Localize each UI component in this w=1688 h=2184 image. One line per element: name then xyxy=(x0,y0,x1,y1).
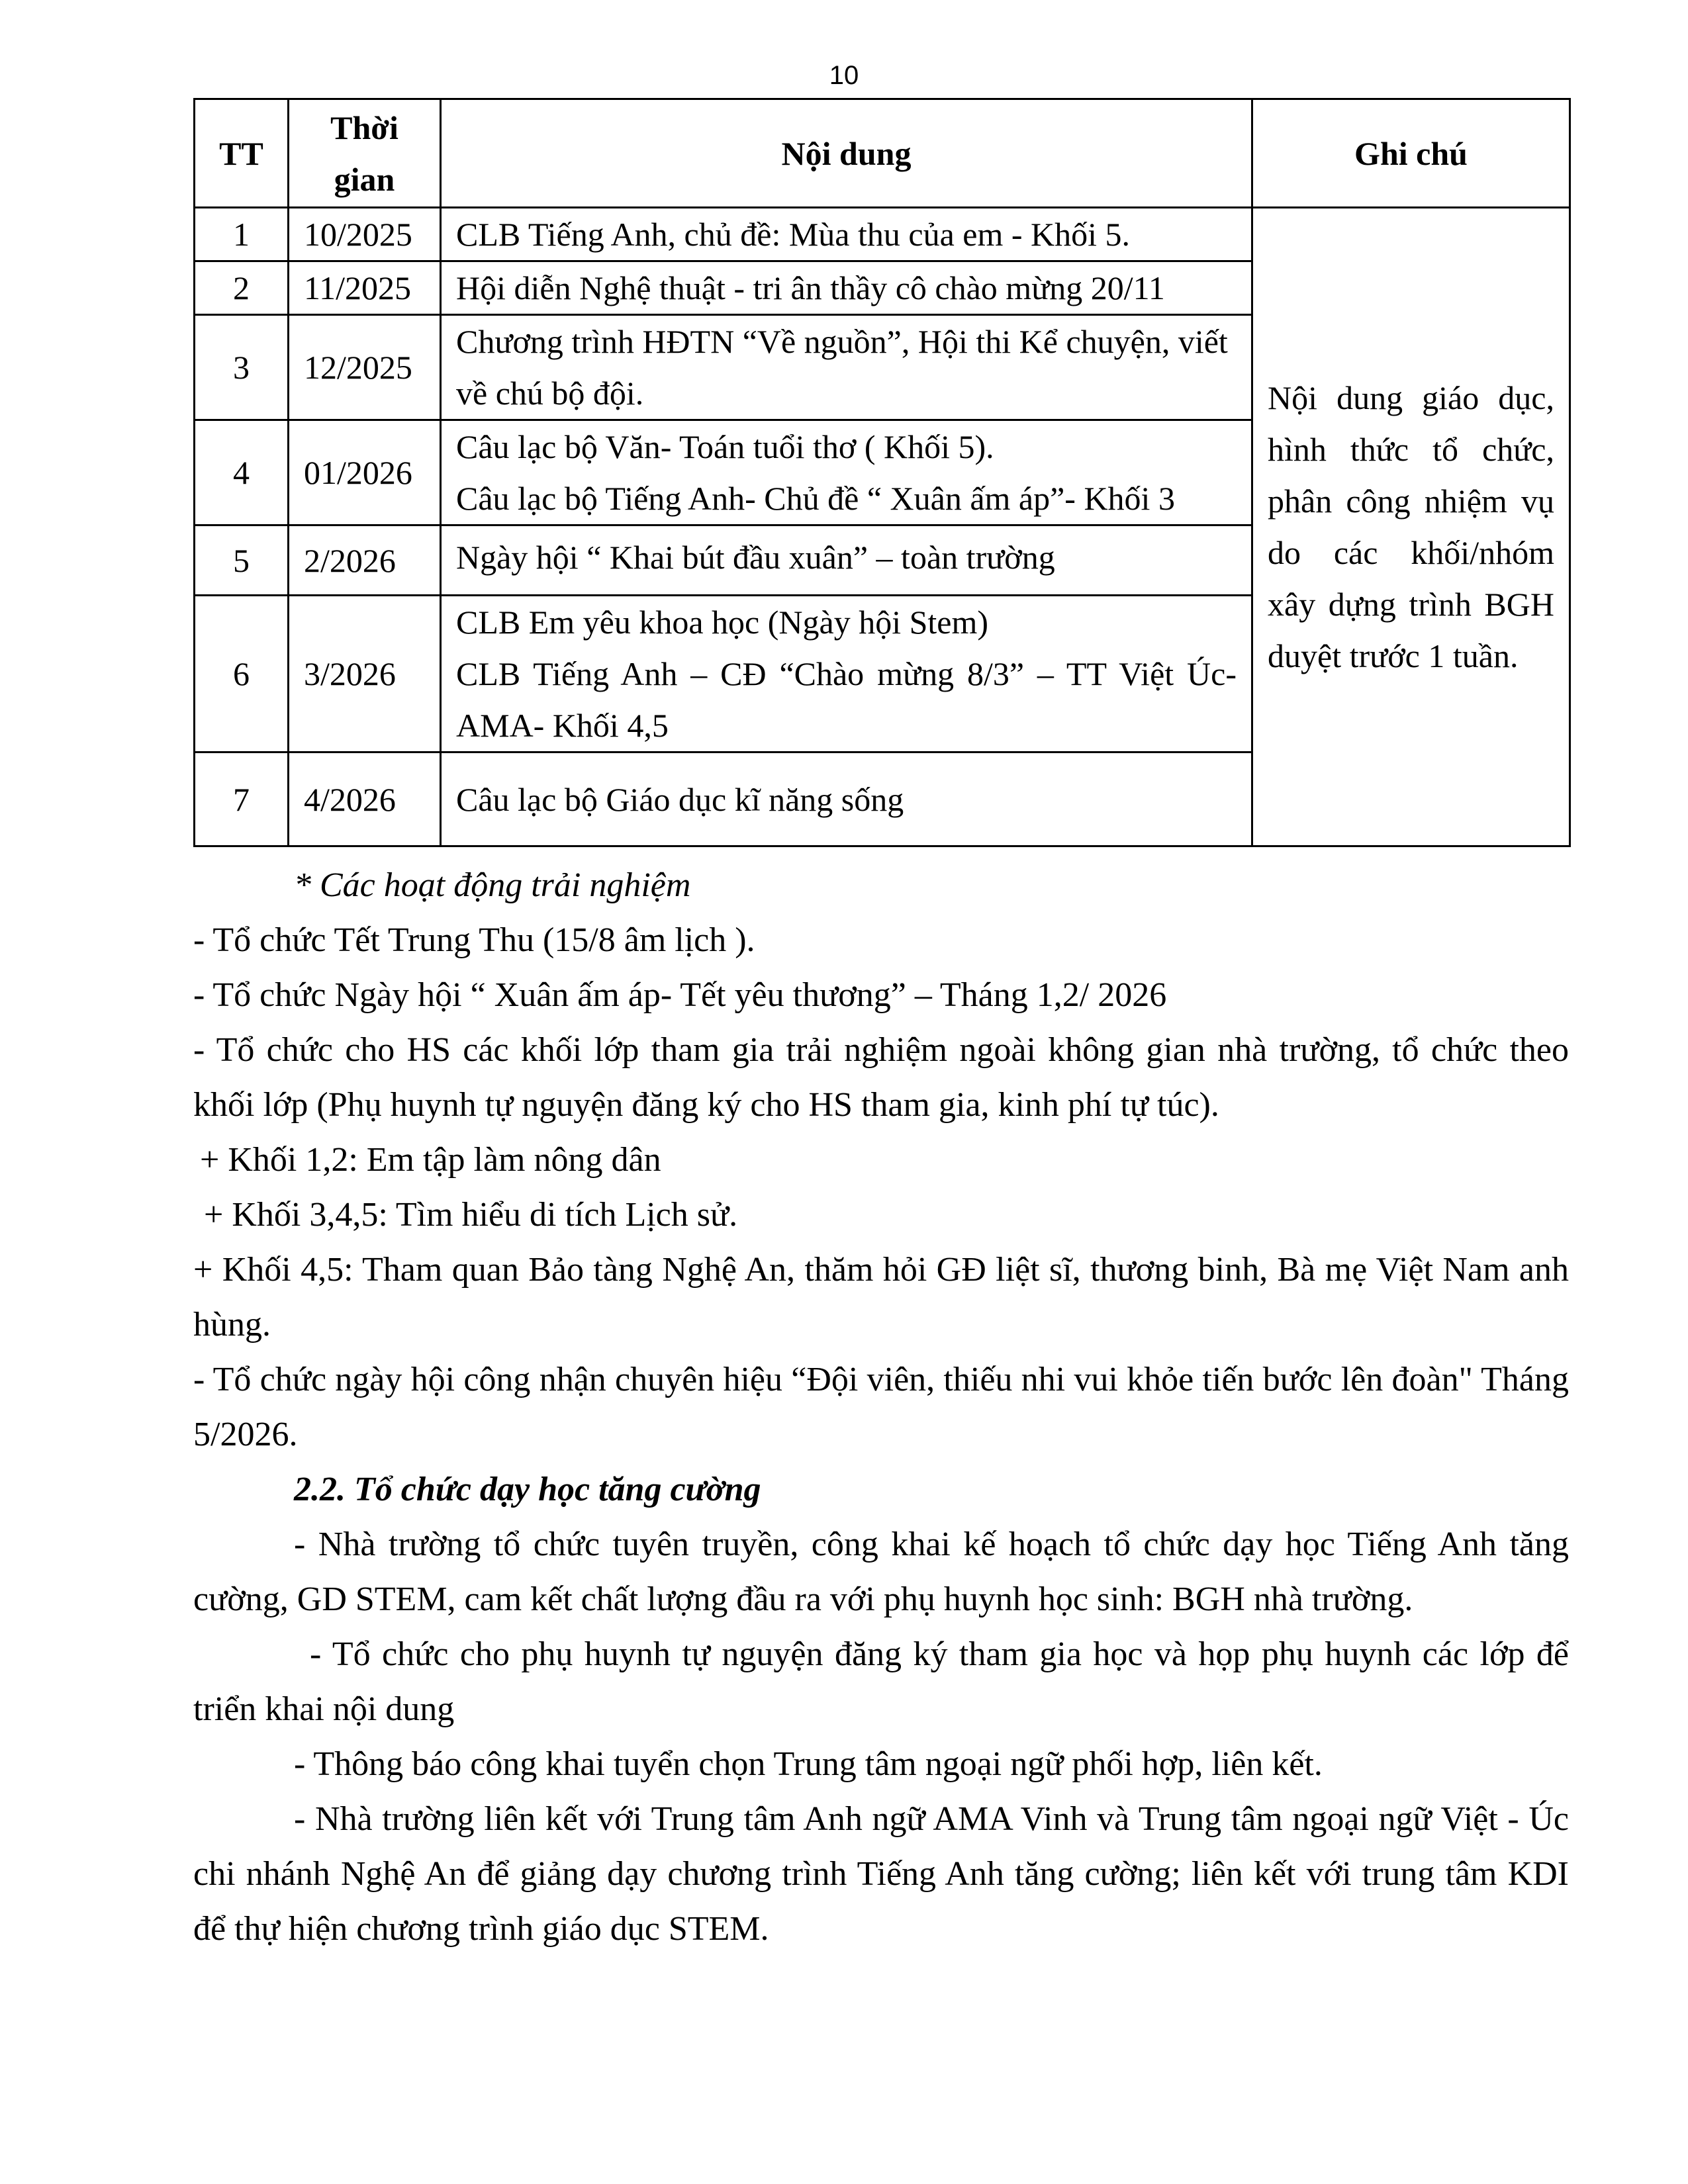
table-header-row xyxy=(195,99,1570,208)
row-tt: 1 xyxy=(195,208,289,261)
paragraph: - Thông báo công khai tuyển chọn Trung tâm ngoại ngữ phối hợp, liên kết. xyxy=(294,1745,1323,1783)
row-time: 01/2026 xyxy=(289,420,441,525)
row-tt: 2 xyxy=(195,261,289,315)
row-tt: 7 xyxy=(195,752,289,846)
row-time: 10/2025 xyxy=(289,208,441,261)
note-cell: Nội dung giáo dục, hình thức tổ chức, phân công nhiệm vụ do các khối/nhóm xây dựng trình BGH duyệt trước 1 tuần. xyxy=(1252,208,1570,846)
paragraph: - Tổ chức Tết Trung Thu (15/8 âm lịch ). xyxy=(193,921,755,959)
row-time: 2/2026 xyxy=(289,525,441,596)
row-time: 11/2025 xyxy=(289,261,441,315)
row-content-line: Câu lạc bộ Văn- Toán tuổi thơ ( Khối 5). xyxy=(456,428,994,465)
row-content: Ngày hội “ Khai bút đầu xuân” – toàn trường xyxy=(441,525,1252,596)
row-time: 4/2026 xyxy=(289,752,441,846)
header-content: Nội dung xyxy=(441,99,1252,208)
row-tt: 4 xyxy=(195,420,289,525)
paragraph: + Khối 3,4,5: Tìm hiểu di tích Lịch sử. xyxy=(204,1196,738,1234)
row-time: 3/2026 xyxy=(289,596,441,752)
header-time: Thời gian xyxy=(289,99,441,208)
row-content: CLB Tiếng Anh, chủ đề: Mùa thu của em - Khối 5. xyxy=(441,208,1252,261)
row-tt: 5 xyxy=(195,525,289,596)
header-note: Ghi chú xyxy=(1252,99,1570,208)
row-content: Hội diễn Nghệ thuật - tri ân thầy cô chào mừng 20/11 xyxy=(441,261,1252,315)
row-content-line: CLB Em yêu khoa học (Ngày hội Stem) xyxy=(456,604,989,641)
row-content xyxy=(441,596,1252,752)
paragraph: - Tổ chức cho phụ huynh tự nguyện đăng ký tham gia học và họp phụ huynh các lớp để triển khai nội dung xyxy=(193,1635,1569,1728)
body-text xyxy=(193,858,1569,1956)
row-content: Câu lạc bộ Giáo dục kĩ năng sống xyxy=(441,752,1252,846)
row-content: Chương trình HĐTN “Về nguồn”, Hội thi Kể chuyện, viết về chú bộ đội. xyxy=(441,315,1252,420)
paragraph: + Khối 1,2: Em tập làm nông dân xyxy=(200,1141,661,1179)
paragraph: - Nhà trường liên kết với Trung tâm Anh ngữ AMA Vinh và Trung tâm ngoại ngữ Việt - Úc chi nhánh Nghệ An để giảng dạy chương trình Tiếng Anh tăng cường; liên kết với trung tâm KDI để thự hiện chương trình giáo dục STEM. xyxy=(193,1800,1569,1948)
activity-table xyxy=(193,98,1571,847)
row-content xyxy=(441,420,1252,525)
paragraph: - Tổ chức cho HS các khối lớp tham gia trải nghiệm ngoài không gian nhà trường, tổ chức theo khối lớp (Phụ huynh tự nguyện đăng ký cho HS tham gia, kinh phí tự túc). xyxy=(193,1031,1569,1124)
row-content-line: Câu lạc bộ Tiếng Anh- Chủ đề “ Xuân ấm áp”- Khối 3 xyxy=(456,480,1175,517)
row-time: 12/2025 xyxy=(289,315,441,420)
row-content-line: CLB Tiếng Anh – CĐ “Chào mừng 8/3” – TT Việt Úc- AMA- Khối 4,5 xyxy=(456,655,1237,744)
section-heading: 2.2. Tổ chức dạy học tăng cường xyxy=(294,1471,761,1508)
paragraph: - Tổ chức ngày hội công nhận chuyên hiệu “Đội viên, thiếu nhi vui khỏe tiến bước lên đoàn" Tháng 5/2026. xyxy=(193,1361,1569,1453)
table-row xyxy=(195,208,1570,261)
page-number: 10 xyxy=(829,61,859,90)
header-tt: TT xyxy=(195,99,289,208)
paragraph: - Nhà trường tổ chức tuyên truyền, công khai kế hoạch tổ chức dạy học Tiếng Anh tăng cường, GD STEM, cam kết chất lượng đầu ra với phụ huynh học sinh: BGH nhà trường. xyxy=(193,1525,1569,1618)
experience-heading: * Các hoạt động trải nghiệm xyxy=(294,866,691,904)
paragraph: + Khối 4,5: Tham quan Bảo tàng Nghệ An, thăm hỏi GĐ liệt sĩ, thương binh, Bà mẹ Việt Nam anh hùng. xyxy=(193,1251,1569,1343)
paragraph: - Tổ chức Ngày hội “ Xuân ấm áp- Tết yêu thương” – Tháng 1,2/ 2026 xyxy=(193,976,1167,1014)
row-tt: 3 xyxy=(195,315,289,420)
row-tt: 6 xyxy=(195,596,289,752)
